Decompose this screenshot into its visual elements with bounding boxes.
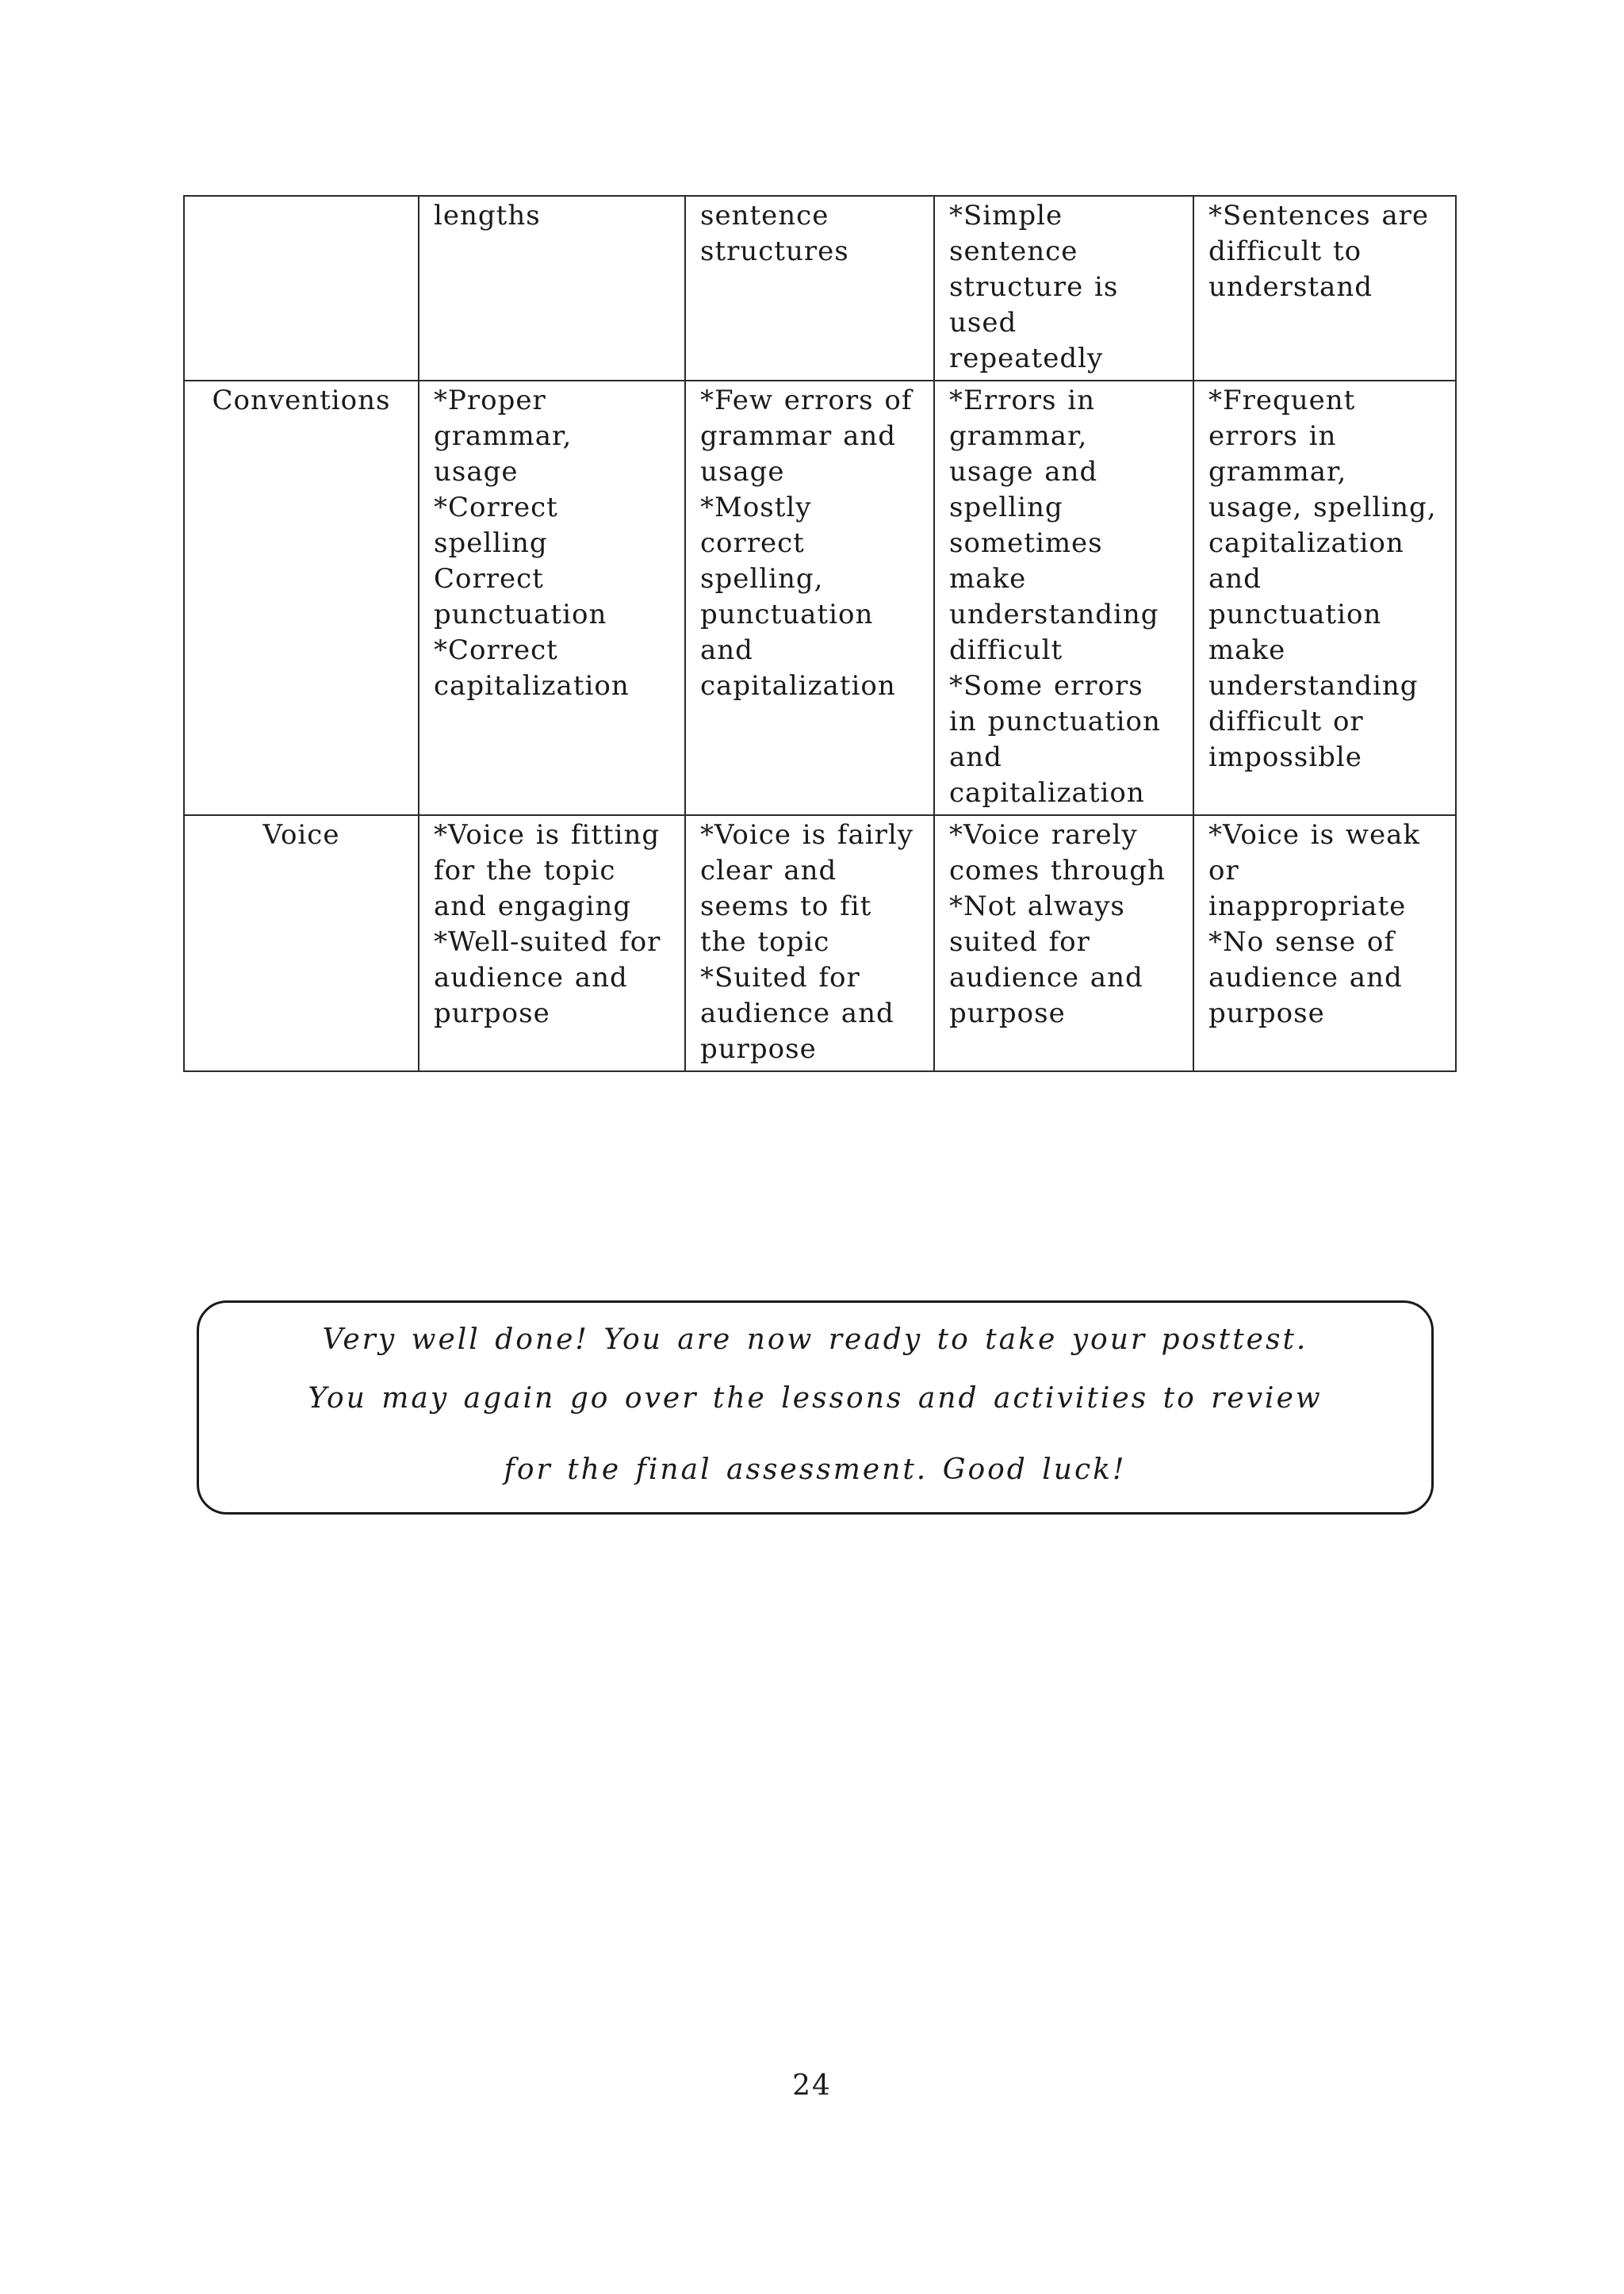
criterion-cell: Conventions: [184, 381, 419, 815]
rubric-cell: [1193, 381, 1456, 815]
rubric-cell-line: used: [949, 307, 1017, 339]
message-line: for the final assessment. Good luck!: [504, 1453, 1127, 1486]
rubric-cell-line: punctuation: [434, 599, 607, 630]
rubric-cell-line: understand: [1208, 271, 1373, 303]
rubric-cell-line: Correct: [434, 563, 544, 595]
rubric-cell-line: understanding: [1208, 670, 1419, 702]
rubric-cell-line: impossible: [1208, 741, 1362, 773]
criterion-cell: Voice: [184, 815, 419, 1071]
rubric-cell-line: *Not always: [949, 890, 1125, 922]
rubric-cell-line: correct: [700, 527, 805, 559]
rubric-cell-line: *Some errors: [949, 670, 1143, 702]
rubric-cell-line: *Correct: [434, 634, 558, 666]
rubric-cell-line: grammar,: [1208, 456, 1347, 488]
rubric-cell-line: and engaging: [434, 890, 632, 922]
rubric-row: [184, 196, 1456, 381]
rubric-cell-line: structures: [700, 236, 849, 267]
rubric-cell-line: sentence: [949, 236, 1078, 267]
rubric-cell-line: inappropriate: [1208, 890, 1407, 922]
rubric-cell-line: *Well-suited for: [434, 926, 661, 958]
rubric-cell: [685, 196, 934, 381]
rubric-cell-line: grammar,: [949, 420, 1088, 452]
rubric-cell-line: seems to fit: [700, 890, 872, 922]
rubric-row: [184, 381, 1456, 815]
rubric-row: [184, 815, 1456, 1071]
rubric-cell-line: *Suited for: [700, 962, 860, 994]
rubric-cell-line: structure is: [949, 271, 1119, 303]
rubric-cell-line: in punctuation: [949, 706, 1161, 737]
rubric-cell-line: clear and: [700, 855, 837, 887]
rubric-cell-line: spelling,: [700, 563, 824, 595]
rubric-cell-line: capitalization: [949, 777, 1145, 809]
rubric-cell-line: and: [1208, 563, 1262, 595]
rubric-cell-line: the topic: [700, 926, 830, 958]
rubric-cell-line: usage and: [949, 456, 1098, 488]
rubric-cell-line: sentence: [700, 200, 829, 232]
rubric-cell-line: *Voice is fitting: [434, 819, 661, 851]
rubric-cell-line: *Simple: [949, 200, 1063, 232]
rubric-cell-line: audience and: [949, 962, 1143, 994]
rubric-cell-line: *Mostly: [700, 492, 812, 523]
rubric-cell-line: *Few errors of: [700, 385, 913, 416]
rubric-cell: [419, 815, 685, 1071]
rubric-cell-line: *Correct: [434, 492, 558, 523]
rubric-cell-line: *Voice is weak: [1208, 819, 1420, 851]
rubric-cell: [1193, 196, 1456, 381]
rubric-cell-line: *Voice is fairly: [700, 819, 914, 851]
rubric-cell-line: spelling: [949, 492, 1063, 523]
rubric-cell-line: purpose: [700, 1033, 817, 1065]
rubric-cell-line: errors in: [1208, 420, 1337, 452]
criterion-cell: [184, 196, 419, 381]
rubric-cell-line: grammar and: [700, 420, 897, 452]
rubric-cell: [934, 196, 1193, 381]
rubric-cell-line: suited for: [949, 926, 1090, 958]
rubric-cell-line: repeatedly: [949, 343, 1104, 374]
rubric-cell-line: difficult: [949, 634, 1063, 666]
rubric-cell: [1193, 815, 1456, 1071]
rubric-cell: [419, 196, 685, 381]
rubric-cell-line: purpose: [434, 998, 550, 1029]
rubric-cell-line: capitalization: [1208, 527, 1404, 559]
rubric-cell-line: or: [1208, 855, 1239, 887]
rubric-cell-line: audience and: [1208, 962, 1403, 994]
encouragement-message-box: [197, 1300, 1434, 1515]
rubric-cell-line: grammar,: [434, 420, 573, 452]
page-number: 24: [792, 2070, 832, 2102]
message-line: Very well done! You are now ready to take your posttest.: [322, 1323, 1308, 1356]
rubric-cell-line: difficult or: [1208, 706, 1364, 737]
rubric-cell-line: capitalization: [700, 670, 896, 702]
rubric-table-body: [184, 196, 1456, 1071]
rubric-cell-line: audience and: [700, 998, 894, 1029]
rubric-cell-line: punctuation: [700, 599, 874, 630]
rubric-cell-line: make: [1208, 634, 1286, 666]
rubric-cell-line: *Proper: [434, 385, 546, 416]
rubric-cell-line: spelling: [434, 527, 548, 559]
rubric-cell-line: usage: [700, 456, 785, 488]
rubric-cell-line: *No sense of: [1208, 926, 1395, 958]
rubric-cell: [934, 381, 1193, 815]
rubric-cell: [419, 381, 685, 815]
message-line: You may again go over the lessons and activities to review: [308, 1382, 1323, 1415]
rubric-cell-line: lengths: [434, 200, 541, 232]
rubric-cell-line: purpose: [1208, 998, 1325, 1029]
rubric-cell-line: make: [949, 563, 1027, 595]
rubric-cell-line: purpose: [949, 998, 1066, 1029]
rubric-cell-line: punctuation: [1208, 599, 1382, 630]
rubric-cell: [685, 381, 934, 815]
rubric-cell-line: capitalization: [434, 670, 630, 702]
rubric-cell-line: for the topic: [434, 855, 616, 887]
rubric-cell-line: and: [949, 741, 1002, 773]
rubric-table: [183, 195, 1457, 1072]
rubric-cell-line: audience and: [434, 962, 628, 994]
rubric-cell-line: usage, spelling,: [1208, 492, 1437, 523]
rubric-cell-line: *Sentences are: [1208, 200, 1430, 232]
rubric-cell-line: *Errors in: [949, 385, 1096, 416]
rubric-cell-line: sometimes: [949, 527, 1103, 559]
rubric-cell-line: difficult to: [1208, 236, 1362, 267]
rubric-cell-line: and: [700, 634, 753, 666]
rubric-cell-line: comes through: [949, 855, 1166, 887]
rubric-cell-line: *Frequent: [1208, 385, 1356, 416]
rubric-cell-line: understanding: [949, 599, 1159, 630]
rubric-cell-line: *Voice rarely: [949, 819, 1138, 851]
rubric-cell-line: usage: [434, 456, 519, 488]
rubric-cell: [934, 815, 1193, 1071]
rubric-cell: [685, 815, 934, 1071]
